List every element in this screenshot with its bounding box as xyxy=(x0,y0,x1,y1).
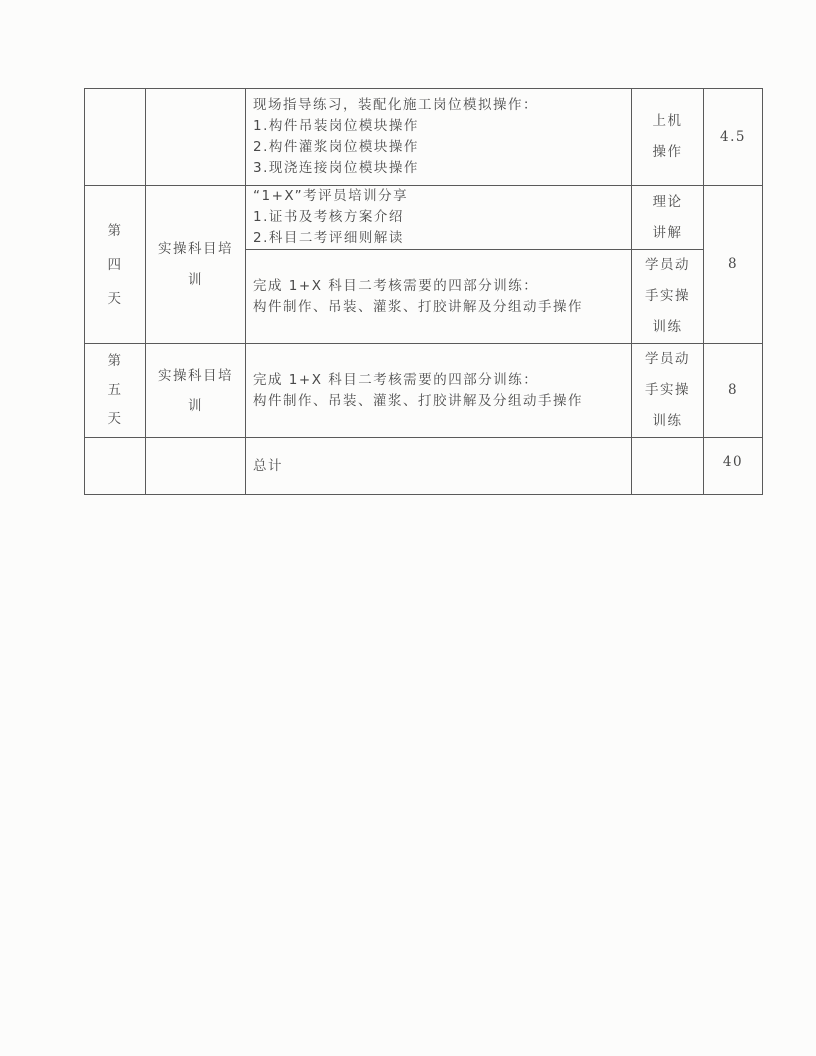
method-line: 手实操 xyxy=(645,288,690,304)
day-char: 天 xyxy=(107,290,123,307)
content-cell xyxy=(246,344,632,438)
day-cell xyxy=(85,89,146,186)
subject-cell xyxy=(146,438,246,495)
content-line: 3.现浇连接岗位模块操作 xyxy=(253,160,419,176)
subject-line: 训 xyxy=(188,271,203,288)
subject-line: 实操科目培 xyxy=(158,240,233,257)
day-char: 四 xyxy=(107,256,123,273)
subject-cell xyxy=(146,344,246,438)
method-line: 讲解 xyxy=(652,224,683,241)
content-line: 构件制作、吊装、灌浆、打胶讲解及分组动手操作 xyxy=(253,298,583,315)
method-line: 操作 xyxy=(652,144,683,160)
method-line: 上机 xyxy=(652,113,683,129)
content-cell xyxy=(246,250,632,344)
total-hours: 40 xyxy=(704,438,763,495)
method-line: 学员动 xyxy=(645,257,690,273)
method-cell xyxy=(632,438,704,495)
day-char: 天 xyxy=(107,411,123,427)
content-line: 1.证书及考核方案介绍 xyxy=(253,209,404,225)
table-row xyxy=(85,186,763,250)
content-line: 1.构件吊装岗位模块操作 xyxy=(253,118,419,134)
content-line: 完成 1+X 科目二考核需要的四部分训练： xyxy=(253,277,539,294)
method-line: 手实操 xyxy=(645,382,690,398)
hours-cell: 8 xyxy=(704,186,763,344)
training-schedule-table xyxy=(84,88,763,495)
method-line: 训练 xyxy=(652,413,683,429)
content-line: 2.构件灌浆岗位模块操作 xyxy=(253,139,419,155)
hours-cell: 4.5 xyxy=(704,89,763,186)
content-line: 现场指导练习，装配化施工岗位模拟操作： xyxy=(253,97,538,113)
table-row xyxy=(85,344,763,438)
content-line: “1+X”考评员培训分享 xyxy=(253,188,409,204)
method-cell xyxy=(632,250,704,344)
content-line: 2.科目二考评细则解读 xyxy=(253,230,404,246)
subject-cell xyxy=(146,89,246,186)
subject-line: 实操科目培 xyxy=(158,367,233,384)
table-row xyxy=(85,89,763,186)
table-row xyxy=(85,438,763,495)
method-line: 理论 xyxy=(652,193,683,210)
day-cell xyxy=(85,344,146,438)
method-line: 学员动 xyxy=(645,351,690,367)
content-cell xyxy=(246,186,632,250)
content-line: 完成 1+X 科目二考核需要的四部分训练： xyxy=(253,371,539,388)
method-cell xyxy=(632,89,704,186)
day-char: 第 xyxy=(107,353,123,369)
subject-line: 训 xyxy=(188,397,203,414)
method-cell xyxy=(632,344,704,438)
hours-cell: 8 xyxy=(704,344,763,438)
day-cell xyxy=(85,186,146,344)
method-line: 训练 xyxy=(652,319,683,335)
day-char: 第 xyxy=(107,222,123,239)
content-cell xyxy=(246,89,632,186)
subject-cell xyxy=(146,186,246,344)
content-line: 构件制作、吊装、灌浆、打胶讲解及分组动手操作 xyxy=(253,392,583,409)
total-label: 总计 xyxy=(246,438,632,495)
method-cell xyxy=(632,186,704,250)
day-cell xyxy=(85,438,146,495)
day-char: 五 xyxy=(107,382,123,398)
